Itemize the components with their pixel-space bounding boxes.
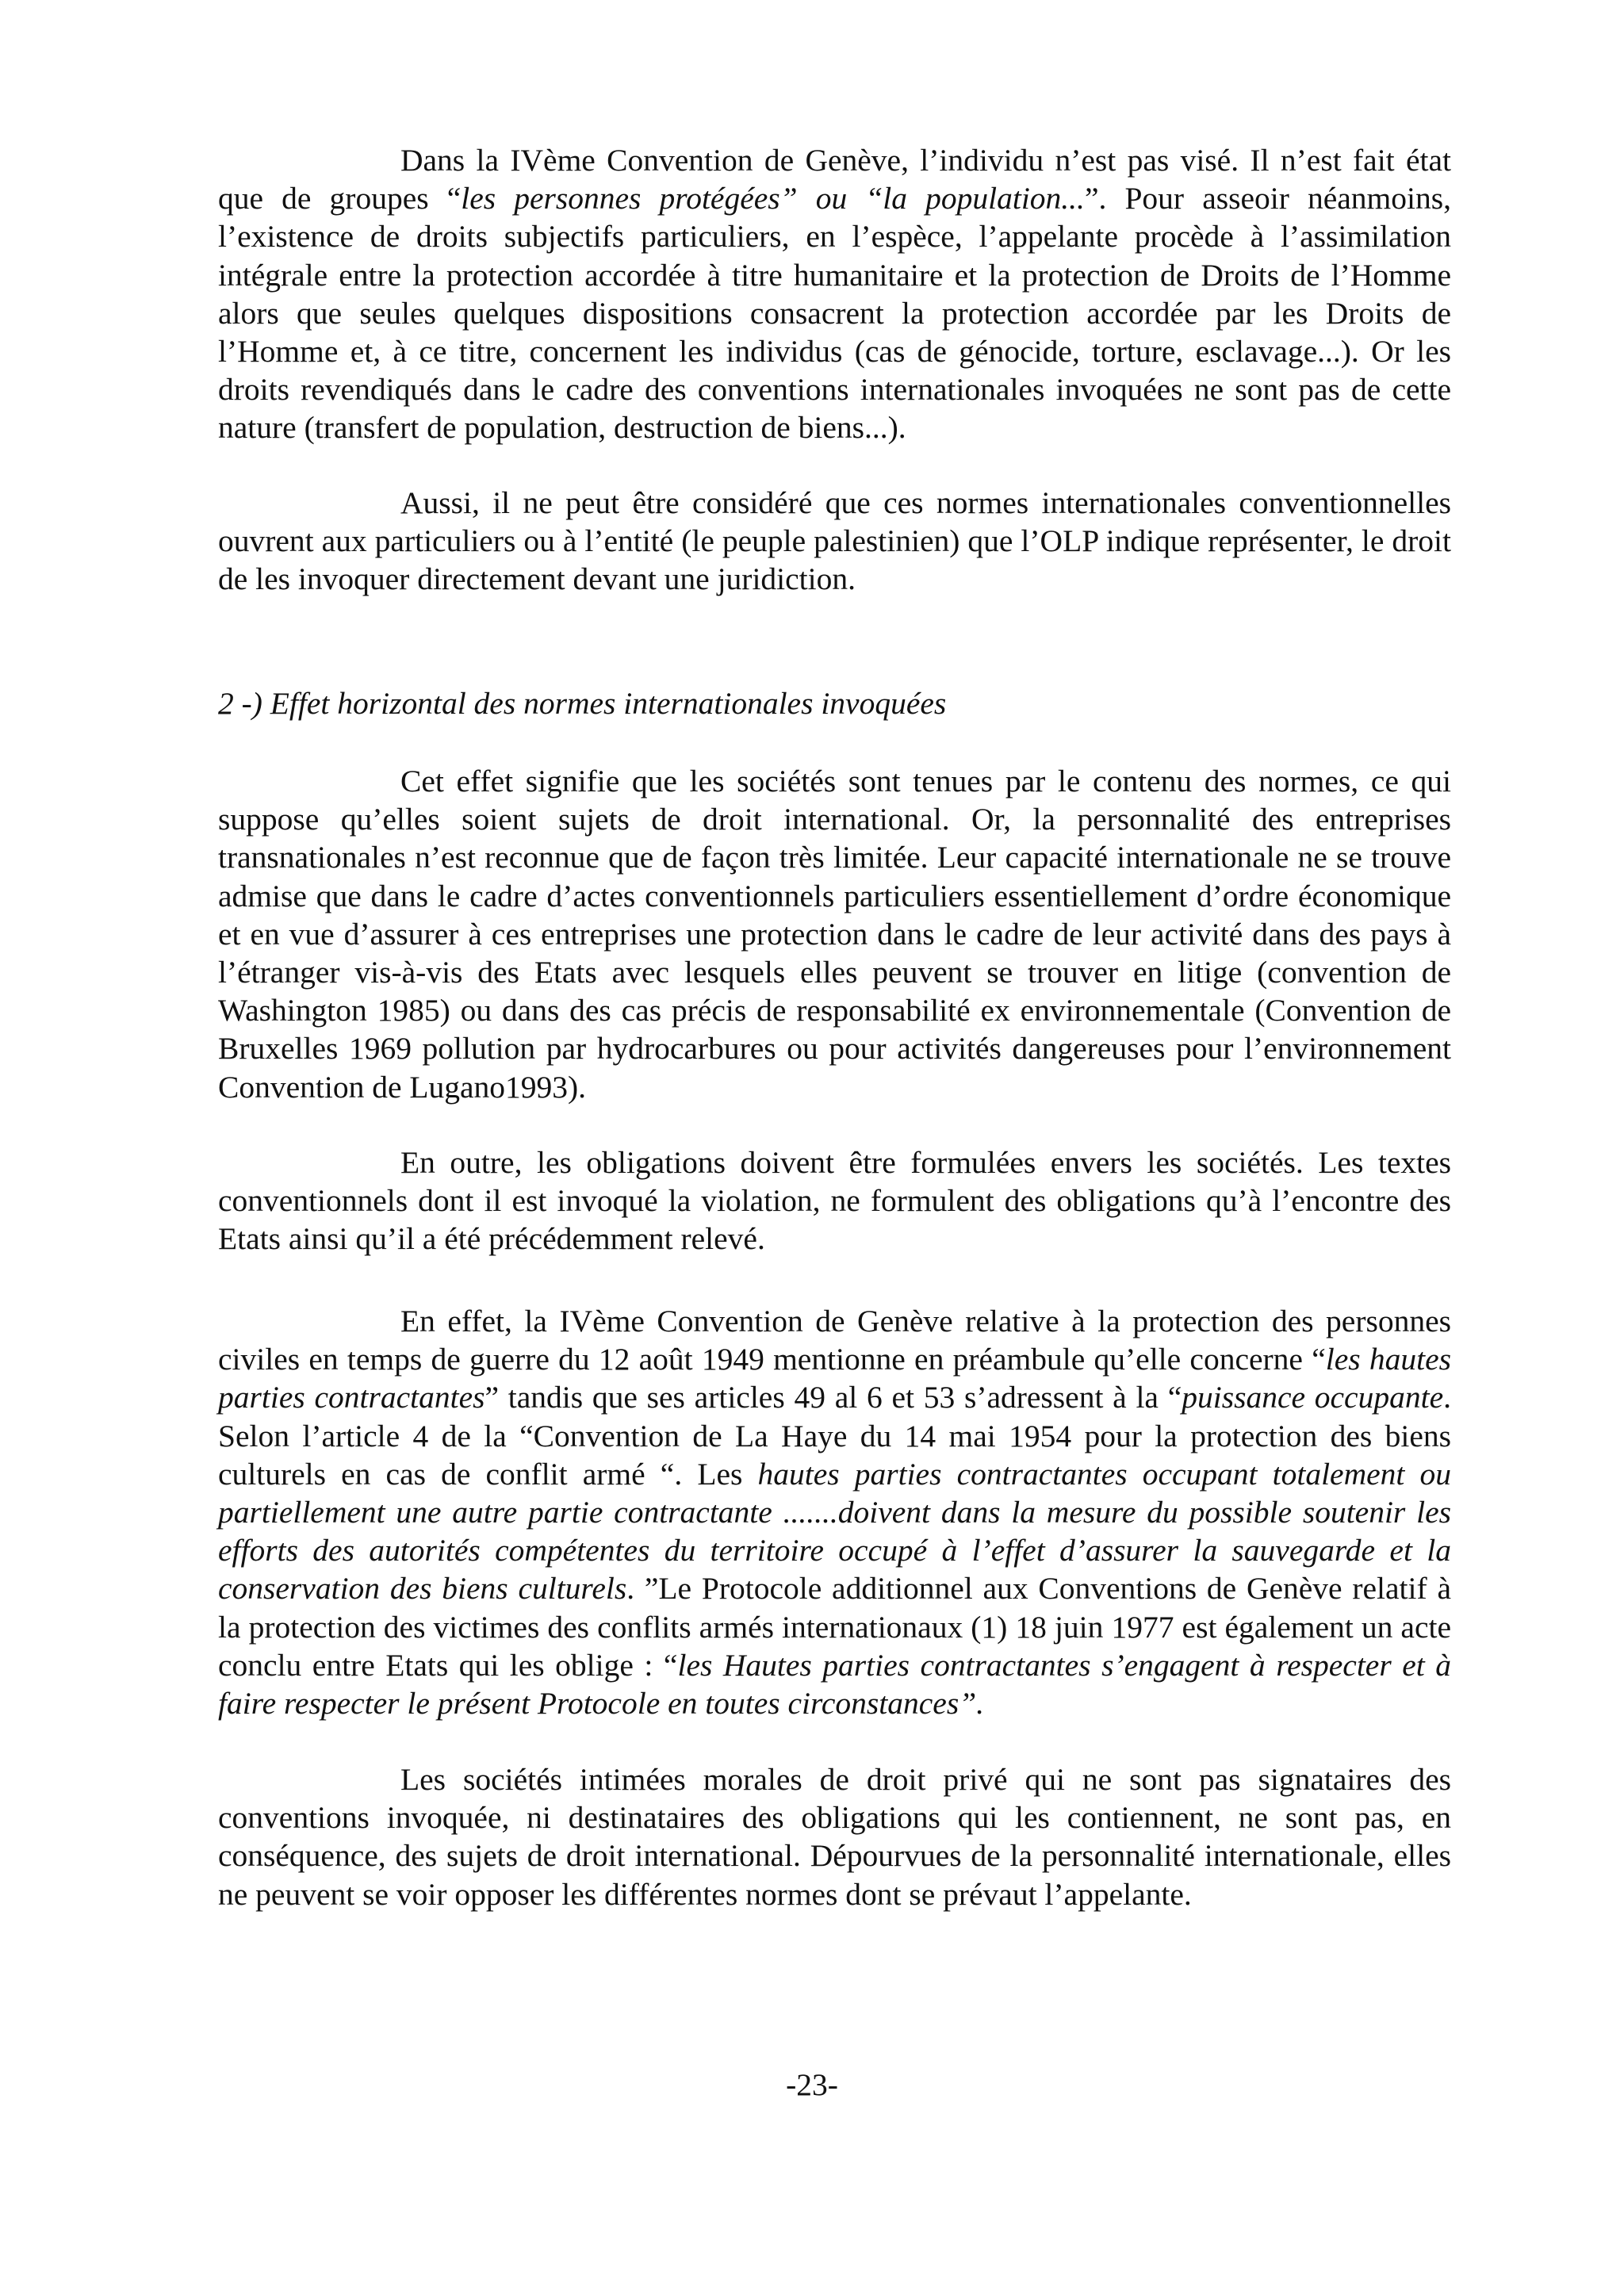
paragraph-5-text-b: ” tandis que ses articles 49 al 6 et 53 s’adressent à la “ [485, 1380, 1182, 1415]
paragraph-5-italic-b: puissance occupante [1182, 1380, 1444, 1415]
paragraph-6 [218, 1760, 1451, 1913]
paragraph-3-text: Cet effet signifie que les sociétés sont tenues par le contenu des normes, ce qui suppose qu’elles soient sujets de droit international. Or, la personnalité des entreprises transnationales n’est reconnue que de façon très limitée. Leur capacité internationale ne se trouve admise que dans le cadre d’actes conventionnels particuliers essentiellement d’ordre économique et en vue d’assurer à ces entreprises une protection dans le cadre de leur activité dans des pays à l’étranger vis-à-vis des Etats avec lesquels elles peuvent se trouver en litige (convention de Washington 1985) ou dans des cas précis de responsabilité ex environnementale (Convention de Bruxelles 1969 pollution par hydrocarbures ou pour activités dangereuses pour l’environnement Convention de Lugano1993). [218, 764, 1451, 1105]
paragraph-2-text: Aussi, il ne peut être considéré que ces normes internationales conventionnelles ouvrent aux particuliers ou à l’entité (le peuple palestinien) que l’OLP indique représenter, le droit de les invoquer directement devant une juridiction. [218, 485, 1451, 597]
paragraph-2 [218, 484, 1451, 599]
paragraph-5-text-c: . Selon l’article 4 de la “Convention de La Haye du 14 mai 1954 pour la protection des biens culturels en cas de conflit armé “. Les [218, 1380, 1451, 1492]
paragraph-1-italic: les personnes protégées” ou “la population... [461, 181, 1085, 216]
paragraph-5-italic-c: hautes parties contractantes occupant totalement ou partiellement une autre partie contractante .......doivent dans la mesure du possible soutenir les efforts des autorités compétentes du territoire occupé à l’effet d’assurer la sauvegarde et la conservation des biens culturels [218, 1456, 1451, 1607]
paragraph-6-text: Les sociétés intimées morales de droit privé qui ne sont pas signataires des conventions invoquée, ni destinataires des obligations qui les contiennent, ne sont pas, en conséquence, des sujets de droit international. Dépourvues de la personnalité internationale, elles ne peuvent se voir opposer les différentes normes dont se prévaut l’appelante. [218, 1762, 1451, 1912]
paragraph-4-text: En outre, les obligations doivent être formulées envers les sociétés. Les textes conventionnels dont il est invoqué la violation, ne formulent des obligations qu’à l’encontre des Etats ainsi qu’il a été précédemment relevé. [218, 1145, 1451, 1257]
section-heading: 2 -) Effet horizontal des normes internationales invoquées [218, 686, 947, 721]
paragraph-3 [218, 762, 1451, 1106]
paragraph-1-text-a: Dans la IVème Convention de Genève, l’individu n’est pas visé. Il n’est fait état que de groupes “ [218, 143, 1451, 216]
paragraph-1-text-b: ”. Pour asseoir néanmoins, l’existence de droits subjectifs particuliers, en l’espèce, l’appelante procède à l’assimilation intégrale entre la protection accordée à titre humanitaire et la protection de Droits de l’Homme alors que seules quelques dispositions consacrent la protection accordée par les Droits de l’Homme et, à ce titre, concernent les individus (cas de génocide, torture, esclavage...). Or les droits revendiqués dans le cadre des conventions internationales invoquées ne sont pas de cette nature (transfert de population, destruction de biens...). [218, 181, 1451, 446]
paragraph-5 [218, 1302, 1451, 1722]
paragraph-4 [218, 1143, 1451, 1258]
paragraph-5-italic-d: les Hautes parties contractantes s’engagent à respecter et à faire respecter le présent Protocole en toutes circonstances”. [218, 1647, 1451, 1721]
paragraph-1 [218, 141, 1451, 447]
paragraph-5-text-d: . ”Le Protocole additionnel aux Conventions de Genève relatif à la protection des victimes des conflits armés internationaux (1) 18 juin 1977 est également un acte conclu entre Etats qui les oblige : “ [218, 1571, 1451, 1683]
paragraph-5-italic-a: les hautes parties contractantes [218, 1342, 1451, 1415]
page-number: -23- [786, 2067, 838, 2102]
paragraph-5-text-a: En effet, la IVème Convention de Genève relative à la protection des personnes civiles en temps de guerre du 12 août 1949 mentionne en préambule qu’elle concerne “ [218, 1304, 1451, 1377]
